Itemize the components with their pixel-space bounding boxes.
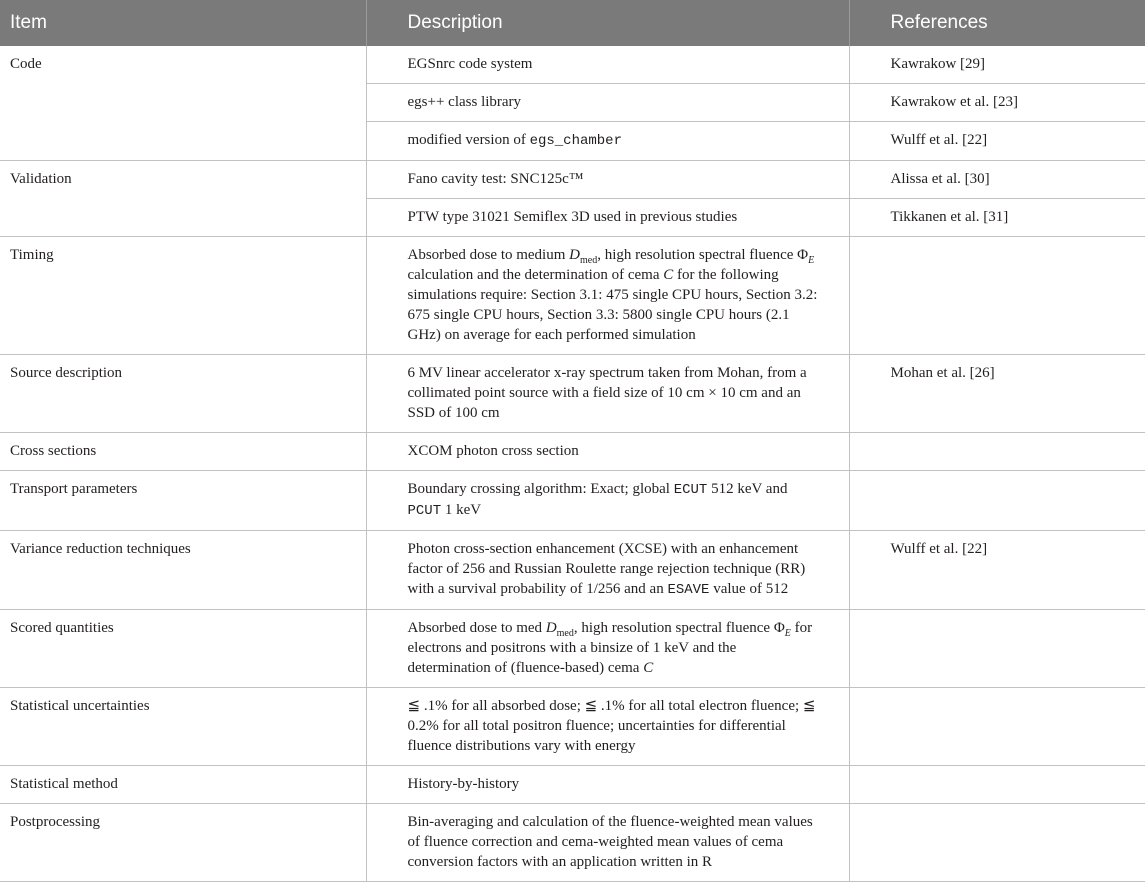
table-row (0, 766, 1145, 804)
row-label-code: Code (0, 46, 366, 161)
description-cell: Boundary crossing algorithm: Exact; global ECUT 512 keV and PCUT 1 keV (366, 471, 849, 531)
header-references: References (849, 0, 1145, 46)
reference-cell: Wulff et al. [22] (849, 531, 1145, 610)
description-cell: Bin-averaging and calculation of the fluence-weighted mean values of fluence correction and cema-weighted mean values of cema conversion factors with an application written in R (366, 804, 849, 882)
table-row (0, 804, 1145, 882)
row-label-postprocessing: Postprocessing (0, 804, 366, 882)
description-cell: PTW type 31021 Semiflex 3D used in previous studies (366, 199, 849, 237)
row-label-timing: Timing (0, 237, 366, 355)
row-label-transport: Transport parameters (0, 471, 366, 531)
description-cell: Fano cavity test: SNC125c™ (366, 161, 849, 199)
code-name: egs_chamber (529, 133, 622, 149)
header-item: Item (0, 0, 366, 46)
row-label-scored: Scored quantities (0, 610, 366, 688)
row-label-method: Statistical method (0, 766, 366, 804)
description-cell: ≦ .1% for all absorbed dose; ≦ .1% for all total electron fluence; ≦ 0.2% for all total positron fluence; uncertainties for differential fluence distributions vary with energy (366, 688, 849, 766)
row-label-variance: Variance reduction techniques (0, 531, 366, 610)
reference-cell (849, 237, 1145, 355)
row-label-uncertainties: Statistical uncertainties (0, 688, 366, 766)
description-cell (366, 122, 849, 161)
reference-cell (849, 433, 1145, 471)
table-row (0, 471, 1145, 531)
reference-cell: Kawrakow [29] (849, 46, 1145, 84)
reference-cell: Kawrakow et al. [23] (849, 84, 1145, 122)
reference-cell (849, 610, 1145, 688)
table-row (0, 610, 1145, 688)
description-cell: Absorbed dose to med $D_{med}$, high resolution spectral fluence $\Phi_E$ for electrons and positrons with a binsize of 1 keV and the determination of (fluence-based) cema C (366, 610, 849, 688)
header-description: Description (366, 0, 849, 46)
table-row (0, 161, 1145, 199)
description-cell: 6 MV linear accelerator x-ray spectrum taken from Mohan, from a collimated point source with a field size of 10 cm × 10 cm and an SSD of 100 cm (366, 355, 849, 433)
reference-cell (849, 688, 1145, 766)
reference-cell (849, 766, 1145, 804)
desc-text: modified version of (407, 132, 530, 148)
description-cell: Absorbed dose to medium $D_{med}$, high resolution spectral fluence $\Phi_E$ calculation and the determination of cema C for the following simulations require: Section 3.1: 475 single CPU hours, Section 3.2: 675 single CPU hours, Section 3.3: 5800 single CPU hours (2.1 GHz) on average for each performed simulation (366, 237, 849, 355)
reference-cell: Wulff et al. [22] (849, 122, 1145, 161)
row-label-cross-sections: Cross sections (0, 433, 366, 471)
table-header-row (0, 0, 1145, 46)
table-row (0, 46, 1145, 84)
table-row (0, 688, 1145, 766)
reference-cell: Alissa et al. [30] (849, 161, 1145, 199)
reference-cell (849, 471, 1145, 531)
row-label-source: Source description (0, 355, 366, 433)
table-row (0, 531, 1145, 610)
reference-cell (849, 804, 1145, 882)
table-row (0, 433, 1145, 471)
description-cell: EGSnrc code system (366, 46, 849, 84)
description-cell: egs++ class library (366, 84, 849, 122)
table-row (0, 237, 1145, 355)
description-cell: Photon cross-section enhancement (XCSE) with an enhancement factor of 256 and Russian Roulette range rejection technique (RR) with a survival probability of 1/256 and an ESAVE value of 512 (366, 531, 849, 610)
table-row (0, 355, 1145, 433)
reference-cell: Tikkanen et al. [31] (849, 199, 1145, 237)
description-cell: XCOM photon cross section (366, 433, 849, 471)
description-cell: History-by-history (366, 766, 849, 804)
reference-cell: Mohan et al. [26] (849, 355, 1145, 433)
row-label-validation: Validation (0, 161, 366, 237)
